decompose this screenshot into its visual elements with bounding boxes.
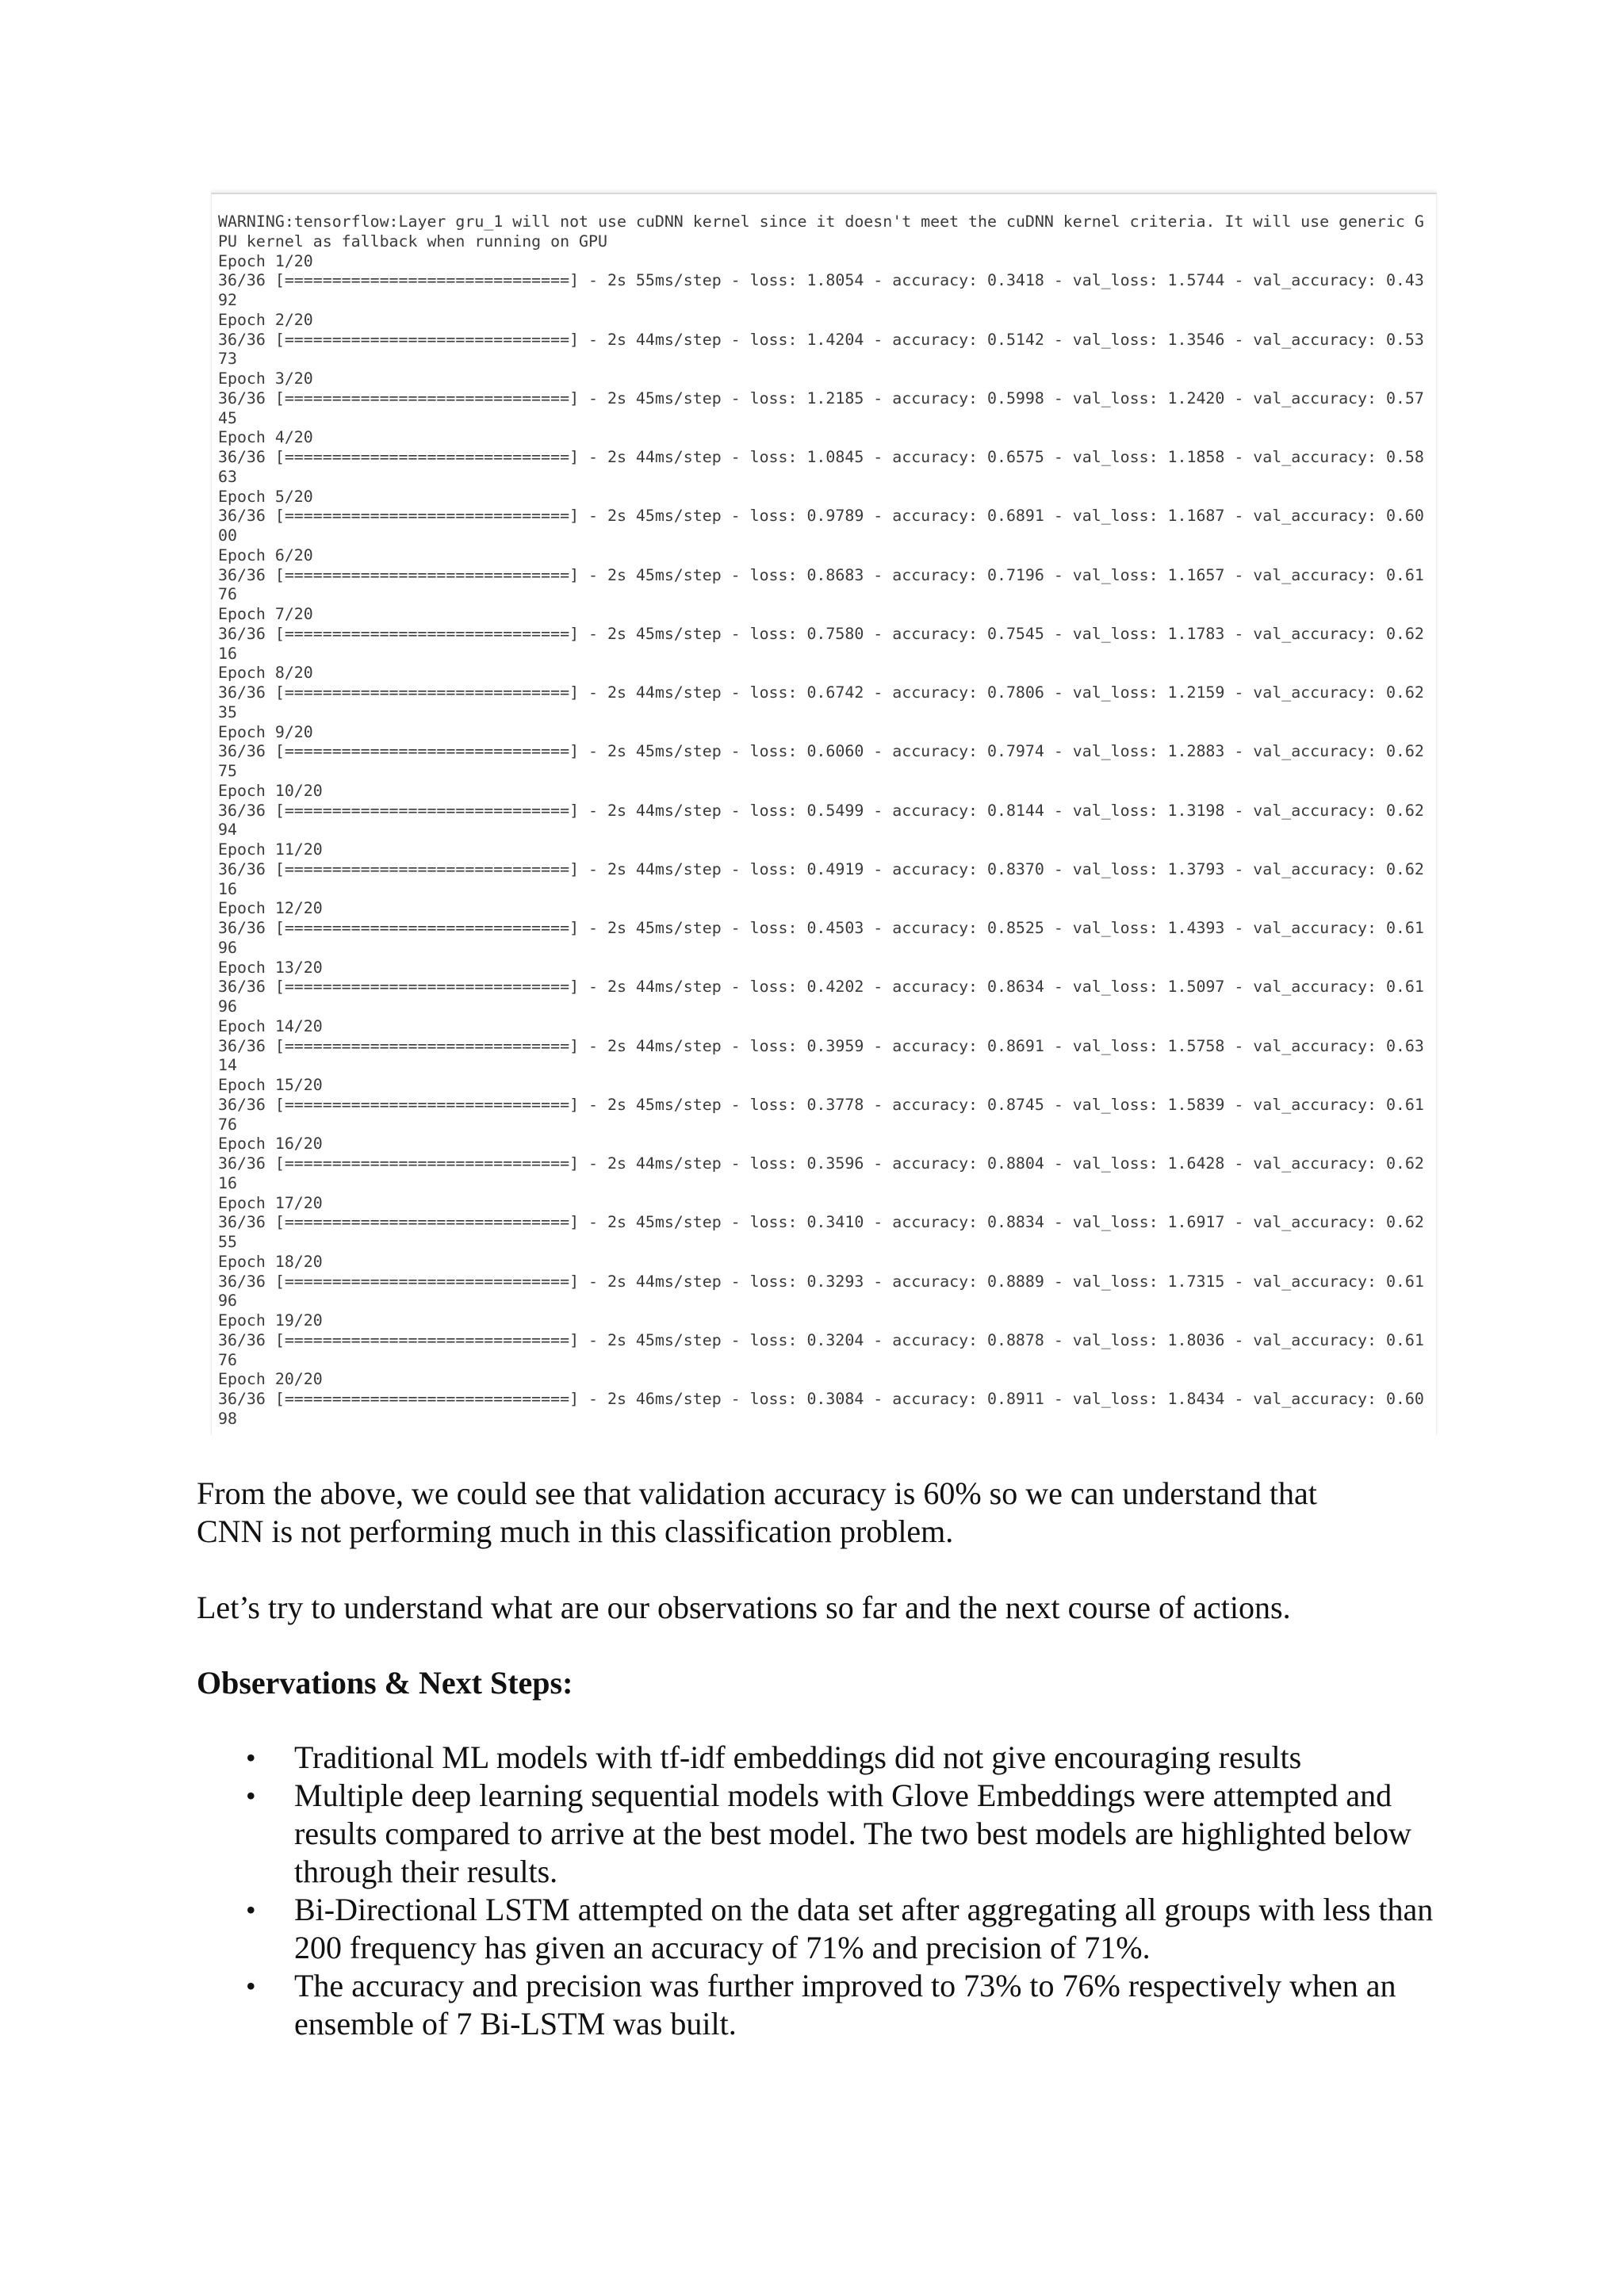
console-line: Epoch 11/20 [218, 840, 323, 859]
console-line: 36/36 [==============================] - 2s 44ms/step - loss: 0.3959 - accuracy: 0.8691 - val_loss: 1.5758 - val_accuracy: 0.63 [218, 1036, 1424, 1055]
bullet-icon: • [246, 1780, 256, 1812]
console-line: 92 [218, 291, 237, 309]
console-line: 96 [218, 997, 237, 1016]
console-line: Epoch 7/20 [218, 605, 313, 623]
console-line: 36/36 [==============================] - 2s 44ms/step - loss: 0.3293 - accuracy: 0.8889 - val_loss: 1.7315 - val_accuracy: 0.61 [218, 1272, 1424, 1291]
console-line: 55 [218, 1233, 237, 1251]
list-item [197, 1739, 1436, 1777]
console-line: Epoch 2/20 [218, 310, 313, 329]
console-line: 36/36 [==============================] - 2s 44ms/step - loss: 0.4202 - accuracy: 0.8634 - val_loss: 1.5097 - val_accuracy: 0.61 [218, 978, 1424, 997]
document-body [197, 1475, 1434, 2043]
console-line: Epoch 18/20 [218, 1252, 323, 1271]
list-item [197, 1891, 1436, 1967]
console-line: Epoch 8/20 [218, 664, 313, 683]
console-line: Epoch 16/20 [218, 1135, 323, 1154]
section-heading-observations: Observations & Next Steps: [197, 1665, 573, 1701]
console-line: 96 [218, 938, 237, 957]
console-line: 36/36 [==============================] - 2s 55ms/step - loss: 1.8054 - accuracy: 0.3418 - val_loss: 1.5744 - val_accuracy: 0.43 [218, 271, 1424, 290]
list-item-text: The accuracy and precision was further improved to 73% to 76% respectively when an ensemble of 7 Bi-LSTM was built. [294, 1968, 1396, 2042]
console-line: Epoch 14/20 [218, 1016, 323, 1035]
console-line: 14 [218, 1056, 237, 1075]
console-line: PU kernel as fallback when running on GPU [218, 232, 607, 251]
console-line: 36/36 [==============================] - 2s 45ms/step - loss: 0.8683 - accuracy: 0.7196 - val_loss: 1.1657 - val_accuracy: 0.61 [218, 565, 1424, 584]
console-line: Epoch 20/20 [218, 1370, 323, 1389]
list-item-text: Traditional ML models with tf-idf embeddings did not give encouraging results [294, 1739, 1302, 1775]
console-line: 36/36 [==============================] - 2s 44ms/step - loss: 0.6742 - accuracy: 0.7806 - val_loss: 1.2159 - val_accuracy: 0.62 [218, 683, 1424, 702]
console-line: 00 [218, 526, 237, 545]
console-line: Epoch 6/20 [218, 545, 313, 564]
console-line: 36/36 [==============================] - 2s 45ms/step - loss: 0.3778 - accuracy: 0.8745 - val_loss: 1.5839 - val_accuracy: 0.61 [218, 1095, 1424, 1114]
console-line: Epoch 12/20 [218, 899, 323, 918]
console-line: 36/36 [==============================] - 2s 44ms/step - loss: 1.0845 - accuracy: 0.6575 - val_loss: 1.1858 - val_accuracy: 0.58 [218, 448, 1424, 466]
console-line: 36/36 [==============================] - 2s 46ms/step - loss: 0.3084 - accuracy: 0.8911 - val_loss: 1.8434 - val_accuracy: 0.60 [218, 1390, 1424, 1408]
console-line: Epoch 19/20 [218, 1311, 323, 1330]
training-log-output [218, 212, 1431, 1429]
console-line: 36/36 [==============================] - 2s 44ms/step - loss: 0.3596 - accuracy: 0.8804 - val_loss: 1.6428 - val_accuracy: 0.62 [218, 1154, 1424, 1173]
console-line: 36/36 [==============================] - 2s 45ms/step - loss: 0.7580 - accuracy: 0.7545 - val_loss: 1.1783 - val_accuracy: 0.62 [218, 624, 1424, 643]
list-item [197, 1967, 1436, 2043]
list-item-text: Multiple deep learning sequential models with Glove Embeddings were attempted and results compared to arrive at the best model. The two best models are highlighted below through their results. [294, 1777, 1411, 1889]
console-line: 94 [218, 821, 237, 840]
console-line: Epoch 4/20 [218, 428, 313, 447]
console-line: 76 [218, 585, 237, 604]
console-line: 36/36 [==============================] - 2s 44ms/step - loss: 0.5499 - accuracy: 0.8144 - val_loss: 1.3198 - val_accuracy: 0.62 [218, 801, 1424, 820]
console-line: Epoch 17/20 [218, 1193, 323, 1212]
console-line: Epoch 13/20 [218, 958, 323, 977]
console-line: Epoch 5/20 [218, 487, 313, 506]
console-line: 16 [218, 1173, 237, 1192]
console-line: 36/36 [==============================] - 2s 45ms/step - loss: 0.3204 - accuracy: 0.8878 - val_loss: 1.8036 - val_accuracy: 0.61 [218, 1330, 1424, 1349]
console-line: 36/36 [==============================] - 2s 45ms/step - loss: 0.6060 - accuracy: 0.7974 - val_loss: 1.2883 - val_accuracy: 0.62 [218, 742, 1424, 761]
bullet-icon: • [246, 1970, 256, 2002]
console-line: 76 [218, 1115, 237, 1134]
list-item-text: Bi-Directional LSTM attempted on the data set after aggregating all groups with less than 200 frequency has given an accuracy of 71% and precision of 71%. [294, 1892, 1434, 1965]
console-line: 76 [218, 1350, 237, 1369]
console-line: 16 [218, 644, 237, 663]
paragraph-observations-intro: Let’s try to understand what are our observations so far and the next course of actions. [197, 1590, 1291, 1625]
console-line: 36/36 [==============================] - 2s 45ms/step - loss: 1.2185 - accuracy: 0.5998 - val_loss: 1.2420 - val_accuracy: 0.57 [218, 388, 1424, 408]
console-line: 73 [218, 350, 237, 369]
console-line: 96 [218, 1292, 237, 1311]
console-line: 45 [218, 408, 237, 427]
console-line: 36/36 [==============================] - 2s 45ms/step - loss: 0.9789 - accuracy: 0.6891 - val_loss: 1.1687 - val_accuracy: 0.60 [218, 507, 1424, 526]
bullet-icon: • [246, 1742, 256, 1774]
console-line: Epoch 9/20 [218, 722, 313, 741]
console-line: 16 [218, 879, 237, 898]
console-line: 98 [218, 1409, 237, 1428]
console-line: Epoch 15/20 [218, 1076, 323, 1094]
console-line: 63 [218, 467, 237, 486]
console-line: 75 [218, 762, 237, 780]
console-line: Epoch 3/20 [218, 369, 313, 388]
console-line: 36/36 [==============================] - 2s 45ms/step - loss: 0.3410 - accuracy: 0.8834 - val_loss: 1.6917 - val_accuracy: 0.62 [218, 1213, 1424, 1232]
observations-list [197, 1739, 1434, 2043]
console-line: 35 [218, 702, 237, 721]
console-line: 36/36 [==============================] - 2s 44ms/step - loss: 0.4919 - accuracy: 0.8370 - val_loss: 1.3793 - val_accuracy: 0.62 [218, 859, 1424, 878]
console-line: 36/36 [==============================] - 2s 44ms/step - loss: 1.4204 - accuracy: 0.5142 - val_loss: 1.3546 - val_accuracy: 0.53 [218, 330, 1424, 349]
console-line: WARNING:tensorflow:Layer gru_1 will not use cuDNN kernel since it doesn't meet the cuDNN kernel criteria. It will use generic G [218, 212, 1424, 231]
bullet-icon: • [246, 1894, 256, 1926]
paragraph-validation-accuracy: From the above, we could see that validation accuracy is 60% so we can understand that CNN is not performing much in this classification problem. [197, 1475, 1317, 1549]
console-line: Epoch 10/20 [218, 781, 323, 800]
console-line: 36/36 [==============================] - 2s 45ms/step - loss: 0.4503 - accuracy: 0.8525 - val_loss: 1.4393 - val_accuracy: 0.61 [218, 919, 1424, 937]
console-line: Epoch 1/20 [218, 251, 313, 270]
list-item [197, 1777, 1436, 1891]
